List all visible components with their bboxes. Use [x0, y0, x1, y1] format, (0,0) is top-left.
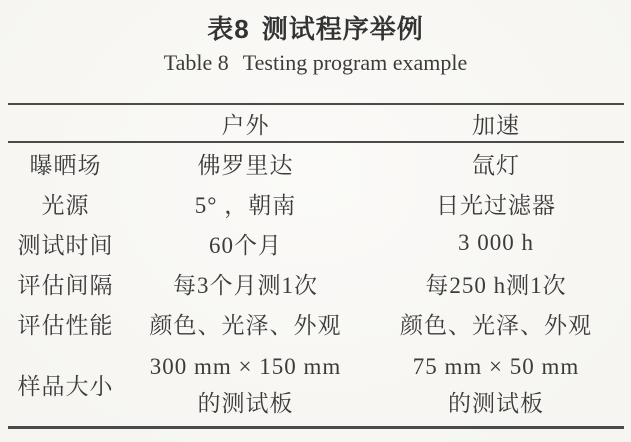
accelerated-size-dimensions: 75 mm × 50 mm: [412, 353, 580, 379]
table-title-en: [0, 49, 631, 77]
table-row-light-source: [8, 183, 624, 223]
testing-program-table: [8, 103, 624, 429]
row-label: 样品大小: [17, 374, 114, 399]
accelerated-value: 3 000 h: [458, 230, 534, 255]
accelerated-value: 日光过滤器: [436, 192, 556, 218]
table-title-text-zh: 测试程序举例: [261, 14, 424, 44]
outdoor-value: 颜色、光泽、外观: [149, 312, 342, 338]
accelerated-value: 每250 h测1次: [425, 272, 567, 298]
outdoor-size-dimensions: 300 mm × 150 mm: [149, 353, 342, 379]
accelerated-value: 氙灯: [472, 152, 520, 178]
outdoor-value: 佛罗里达: [197, 152, 294, 178]
table-header-row: [8, 105, 624, 143]
table-title-zh: [0, 13, 631, 45]
table-row-exposure-site: [8, 143, 624, 183]
header-accelerated: 加速: [472, 112, 520, 138]
outdoor-value: 每3个月测1次: [173, 272, 318, 298]
row-label: 光源: [41, 192, 90, 218]
outdoor-value: 5° ，朝南: [194, 192, 297, 218]
accelerated-value: [368, 348, 624, 422]
row-label: 测试时间: [17, 232, 114, 258]
row-label: 评估间隔: [17, 272, 114, 298]
table-row-evaluation-interval: [8, 263, 624, 303]
table-title-text-en: Testing program example: [242, 50, 468, 75]
outdoor-value: 60个月: [209, 232, 282, 258]
row-label: 曝晒场: [29, 152, 102, 178]
table-row-test-time: [8, 223, 624, 263]
accelerated-size-panel-text: 的测试板: [448, 390, 544, 416]
outdoor-size-panel-text: 的测试板: [197, 390, 294, 416]
outdoor-value: [123, 348, 368, 422]
table-number-en: Table 8: [163, 50, 229, 75]
table-row-sample-size: [8, 343, 624, 426]
table-number-zh: 表8: [207, 14, 250, 44]
table-row-evaluation-performance: [8, 303, 624, 343]
accelerated-value: 颜色、光泽、外观: [400, 312, 592, 338]
header-outdoor: 户外: [221, 112, 270, 138]
row-label: 评估性能: [17, 312, 114, 338]
